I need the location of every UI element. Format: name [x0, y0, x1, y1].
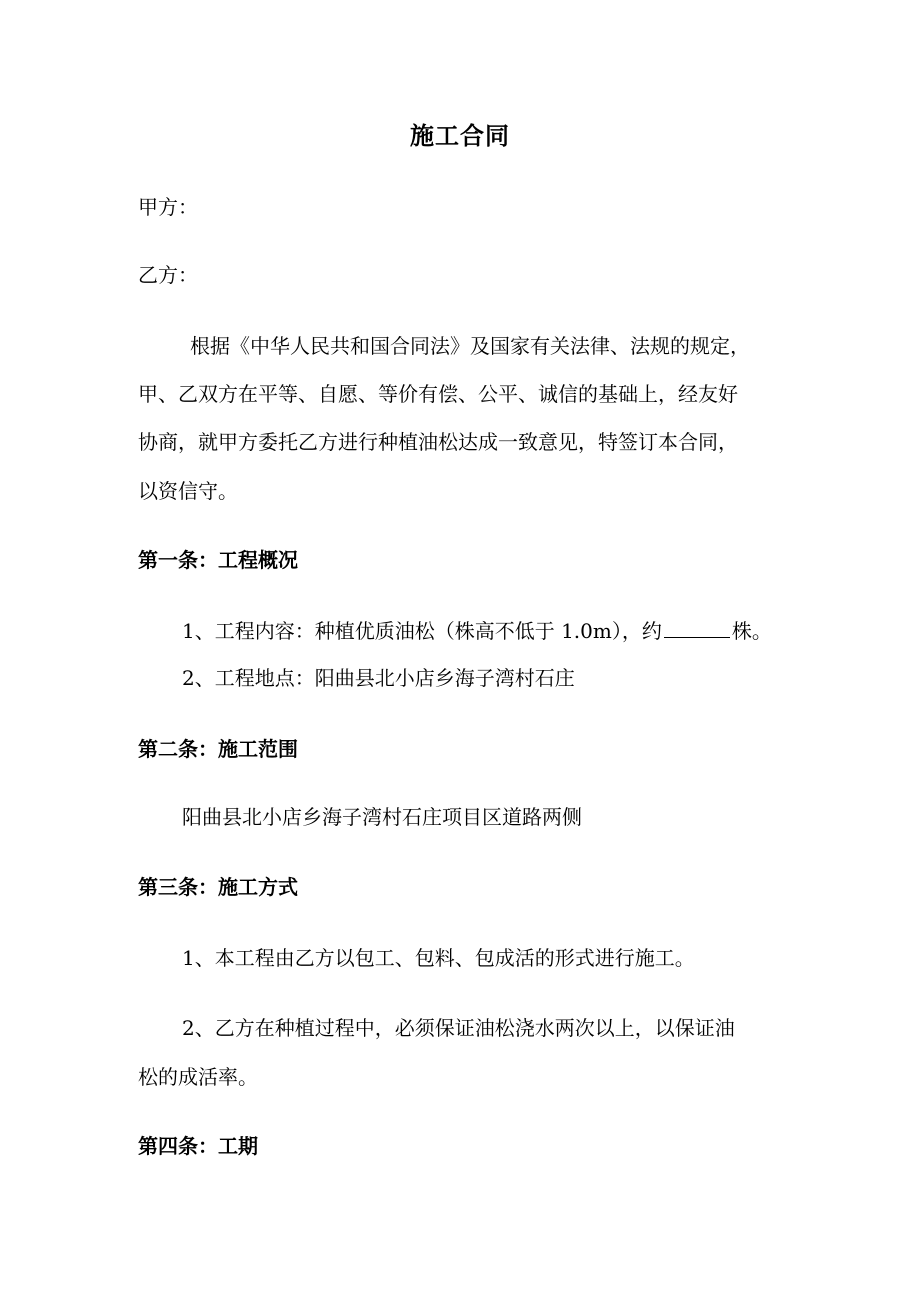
preamble-line-4: 以资信守。 [138, 479, 238, 503]
article-1-item-1-text: 1、工程内容：种植优质油松（株高不低于 1.0m），约 [182, 619, 662, 643]
article-4-heading: 第四条：工期 [138, 1134, 258, 1158]
article-3-item-2-line-1: 2、乙方在种植过程中，必须保证油松浇水两次以上，以保证油 [182, 1016, 735, 1040]
preamble-line-1: 根据《中华人民共和国合同法》及国家有关法律、法规的规定， [190, 334, 750, 358]
article-1-item-1-unit: 株。 [731, 619, 772, 643]
party-a-label: 甲方： [138, 195, 198, 219]
article-3-item-1: 1、本工程由乙方以包工、包料、包成活的形式进行施工。 [182, 946, 695, 970]
article-2-heading: 第二条：施工范围 [138, 737, 298, 761]
preamble-line-2: 甲、乙双方在平等、自愿、等价有偿、公平、诚信的基础上，经友好 [138, 382, 738, 406]
article-3-item-2-line-2: 松的成活率。 [138, 1065, 258, 1089]
party-b-label: 乙方： [138, 263, 198, 287]
document-title: 施工合同 [410, 121, 510, 150]
article-1-heading: 第一条：工程概况 [138, 548, 298, 572]
quantity-blank [664, 617, 730, 638]
article-3-heading: 第三条：施工方式 [138, 875, 298, 899]
article-1-item-1 [182, 617, 772, 645]
preamble-line-3: 协商，就甲方委托乙方进行种植油松达成一致意见，特签订本合同， [138, 430, 738, 454]
article-2-text: 阳曲县北小店乡海子湾村石庄项目区道路两侧 [182, 805, 582, 829]
article-1-item-2: 2、工程地点：阳曲县北小店乡海子湾村石庄 [182, 666, 575, 690]
